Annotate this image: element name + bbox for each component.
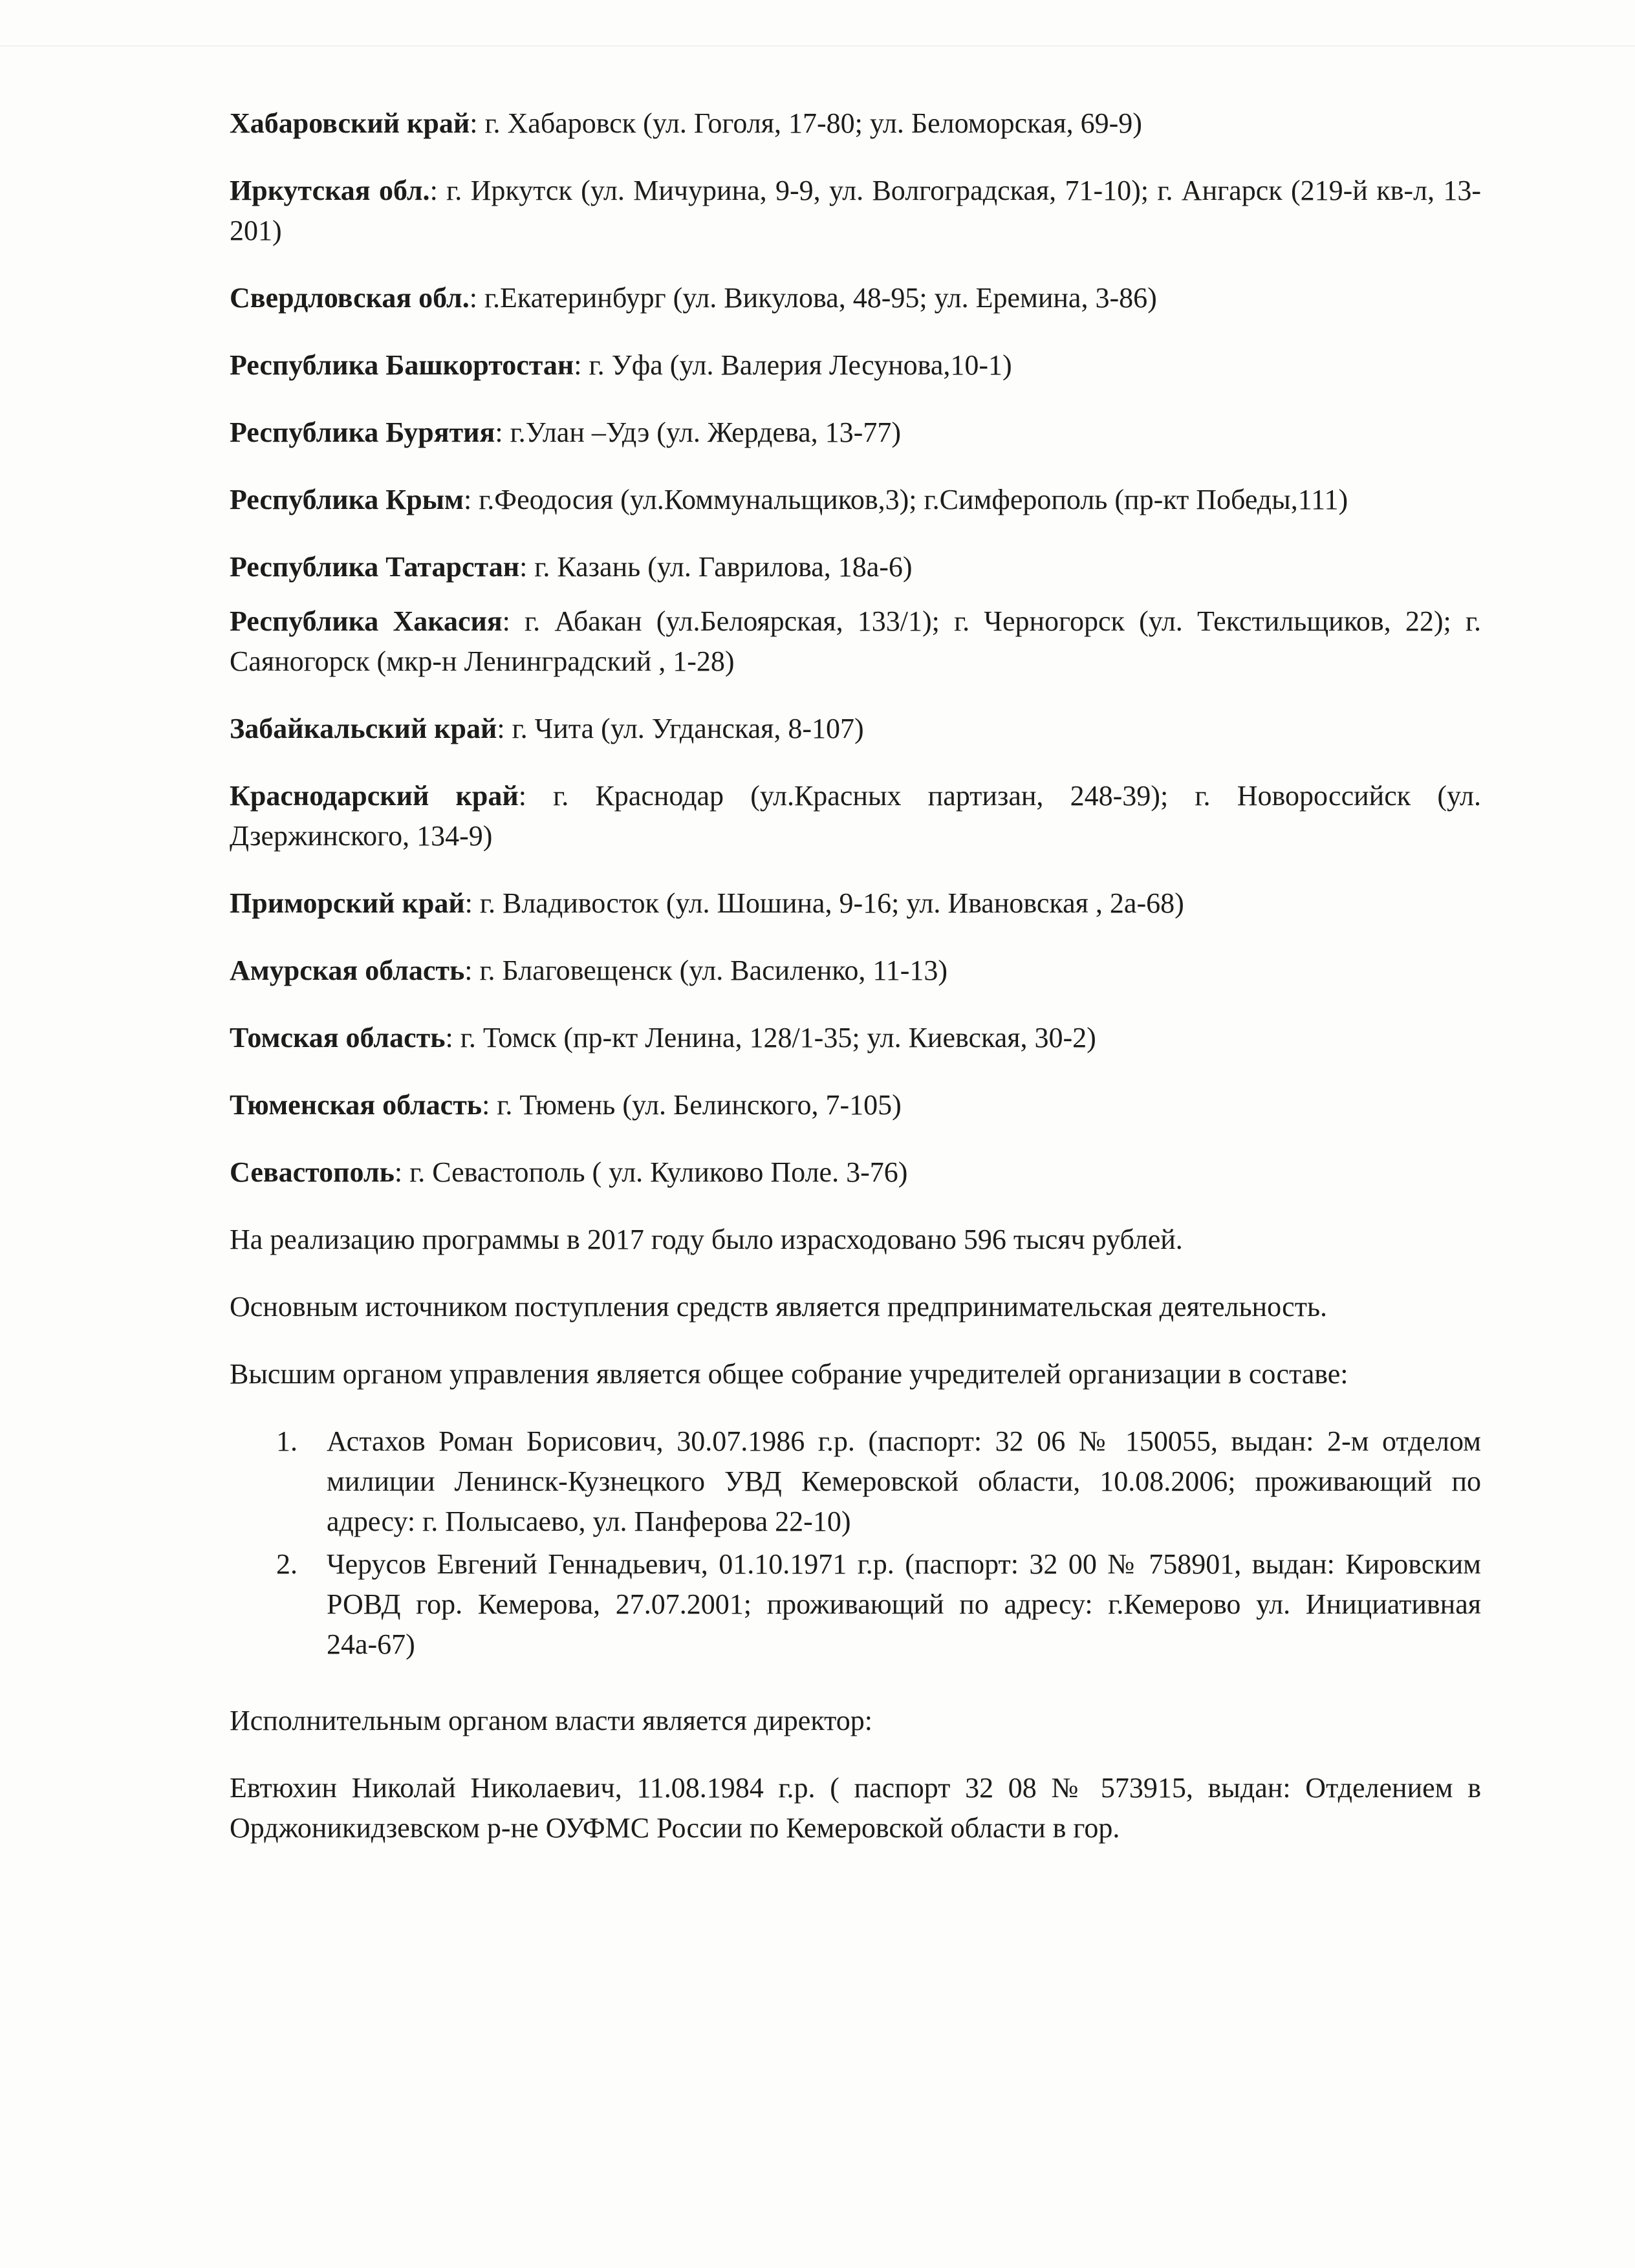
executive-body-paragraph: Исполнительным органом власти является директор: (230, 1705, 872, 1736)
region-name: Севастополь (230, 1156, 395, 1188)
region-entry-tomsk (230, 1018, 1481, 1058)
region-address: : г.Феодосия (ул.Коммунальщиков,3); г.Симферополь (пр-кт Победы,111) (464, 484, 1348, 515)
region-name: Томская область (230, 1022, 446, 1053)
director-paragraph: Евтюхин Николай Николаевич, 11.08.1984 г.р. ( паспорт 32 08 № 573915, выдан: Отделением в Орджоникидзевском р-не ОУФМС России по Кемеровской области в гор. (230, 1772, 1481, 1844)
founder-text: Черусов Евгений Геннадьевич, 01.10.1971 г.р. (паспорт: 32 00 № 758901, выдан: Кировским РОВД гор. Кемерова, 27.07.2001; проживающий по адресу: г.Кемерово ул. Инициативная 24а-67) (327, 1548, 1481, 1660)
list-item (276, 1544, 1481, 1665)
region-name: Краснодарский край (230, 780, 519, 812)
region-address: : г. Чита (ул. Угданская, 8-107) (497, 713, 864, 744)
region-name: Иркутская обл. (230, 175, 430, 206)
list-number: 2. (276, 1548, 298, 1580)
region-name: Республика Хакасия (230, 605, 503, 637)
region-entry-buryatia (230, 413, 1481, 453)
region-name: Забайкальский край (230, 713, 497, 744)
region-address: : г. Казань (ул. Гаврилова, 18а-6) (519, 551, 913, 583)
region-entry-khabarovsk (230, 103, 1481, 144)
region-name: Республика Татарстан (230, 551, 520, 583)
region-entry-khakassia (230, 601, 1481, 682)
document-page (230, 103, 1481, 1848)
region-entry-primorsky (230, 883, 1481, 923)
region-address: : г. Иркутск (ул. Мичурина, 9-9, ул. Волгоградская, 71-10); г. Ангарск (219-й кв-л, 13-201) (230, 175, 1481, 246)
region-address: : г. Уфа (ул. Валерия Лесунова,10-1) (574, 349, 1012, 381)
region-address: : г. Тюмень (ул. Белинского, 7-105) (482, 1089, 902, 1121)
region-address: : г. Томск (пр-кт Ленина, 128/1-35; ул. Киевская, 30-2) (445, 1022, 1096, 1053)
region-address: : г. Краснодар (ул.Красных партизан, 248-39); г. Новороссийск (ул. Дзержинского, 134-9) (230, 780, 1481, 852)
region-entry-zabaykalsky (230, 709, 1481, 749)
region-entry-tyumen (230, 1085, 1481, 1125)
region-address: : г. Севастополь ( ул. Куликово Поле. 3-76) (394, 1156, 908, 1188)
region-name: Амурская область (230, 955, 465, 986)
region-address: : г. Благовещенск (ул. Василенко, 11-13) (464, 955, 948, 986)
region-name: Республика Башкортостан (230, 349, 574, 381)
region-name: Свердловская обл. (230, 282, 470, 314)
region-name: Республика Крым (230, 484, 464, 515)
region-address: : г. Хабаровск (ул. Гоголя, 17-80; ул. Беломорская, 69-9) (470, 107, 1142, 139)
region-name: Республика Бурятия (230, 416, 495, 448)
region-entry-sevastopol (230, 1152, 1481, 1193)
region-name: Приморский край (230, 887, 465, 919)
region-entry-crimea (230, 480, 1481, 520)
governing-body-paragraph: Высшим органом управления является общее собрание учредителей организации в составе: (230, 1358, 1348, 1390)
region-entry-bashkortostan (230, 345, 1481, 385)
region-name: Тюменская область (230, 1089, 482, 1121)
founders-list (230, 1421, 1481, 1665)
region-address: : г.Екатеринбург (ул. Викулова, 48-95; ул. Еремина, 3-86) (469, 282, 1157, 314)
region-entry-krasnodar (230, 776, 1481, 856)
region-name: Хабаровский край (230, 107, 470, 139)
founder-text: Астахов Роман Борисович, 30.07.1986 г.р. (паспорт: 32 06 № 150055, выдан: 2-м отделом милиции Ленинск-Кузнецкого УВД Кемеровской области, 10.08.2006; проживающий по адресу: г. Полысаево, ул. Панферова 22-10) (327, 1425, 1481, 1537)
spending-paragraph: На реализацию программы в 2017 году было израсходовано 596 тысяч рублей. (230, 1224, 1183, 1255)
region-address: : г. Владивосток (ул. Шошина, 9-16; ул. Ивановская , 2а-68) (464, 887, 1184, 919)
list-item (276, 1421, 1481, 1542)
region-address: : г. Абакан (ул.Белоярская, 133/1); г. Черногорск (ул. Текстильщиков, 22); г. Саяногорск (мкр-н Ленинградский , 1-28) (230, 605, 1481, 677)
region-entry-amur (230, 951, 1481, 991)
funding-source-paragraph: Основным источником поступления средств является предпринимательская деятельность. (230, 1291, 1328, 1323)
region-entry-irkutsk (230, 171, 1481, 251)
region-entry-tatarstan (230, 547, 1481, 587)
region-address: : г.Улан –Удэ (ул. Жердева, 13-77) (495, 416, 901, 448)
region-entry-sverdlovsk (230, 278, 1481, 318)
list-number: 1. (276, 1425, 298, 1457)
